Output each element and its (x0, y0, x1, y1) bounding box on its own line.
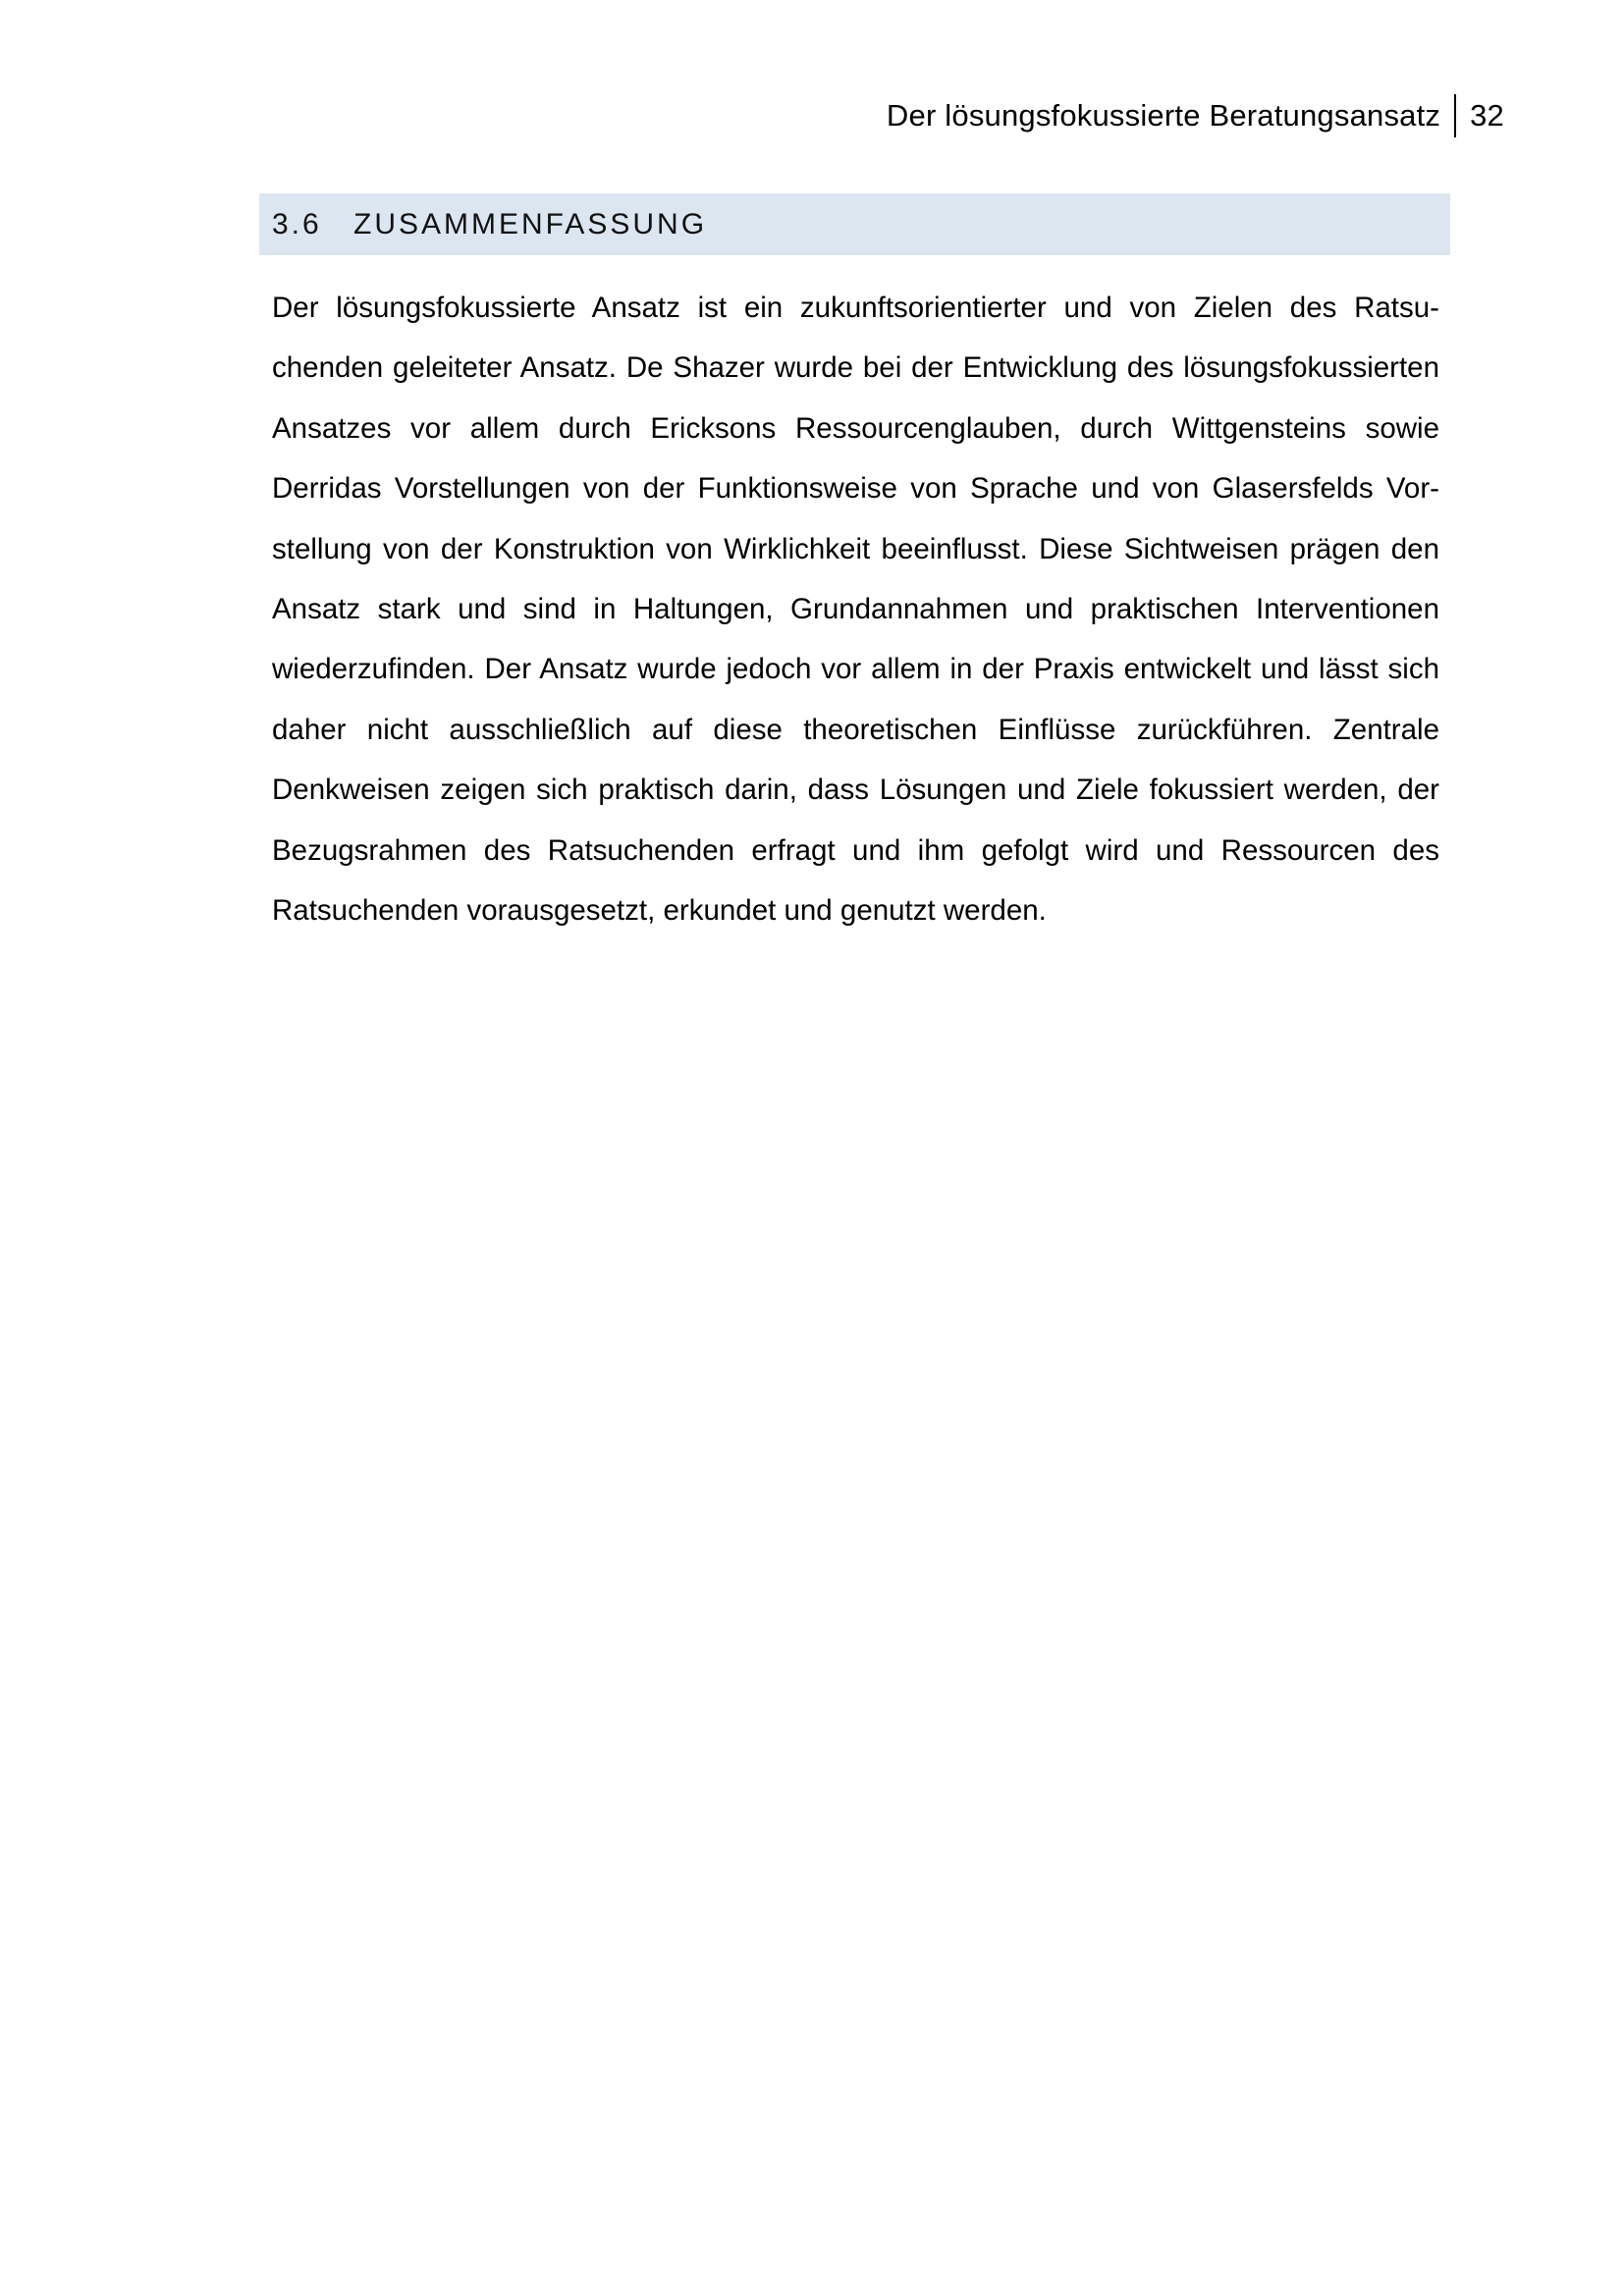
running-header (887, 94, 1504, 137)
page-number: 32 (1470, 98, 1504, 133)
section-heading (259, 193, 1450, 255)
body-paragraph: Der lösungsfokussierte Ansatz ist ein zukunftsorientierter und von Zielen des Ratsuchenden geleiteter Ansatz. De Shazer wurde bei der Entwicklung des lösungsfokussierten Ansatzes vor allem durch Ericksons Ressourcenglauben, durch Wittgensteins sowie Derridas Vorstellungen von der Funktionsweise von Sprache und von Glasersfelds Vorstellung von der Konstruktion von Wirklichkeit beeinflusst. Diese Sichtweisen prägen den Ansatz stark und sind in Haltungen, Grundannahmen und praktischen Interventionen wiederzufinden. Der Ansatz wurde jedoch vor allem in der Praxis entwickelt und lässt sich daher nicht ausschließlich auf diese theoretischen Einflüsse zurückführen. Zentrale Denkweisen zeigen sich praktisch darin, dass Lösungen und Ziele fokussiert werden, der Bezugsrahmen des Ratsuchenden erfragt und ihm gefolgt wird und Ressourcen des Ratsuchenden vorausgesetzt, erkundet und genutzt werden. (272, 292, 1439, 928)
section-title: ZUSAMMENFASSUNG (353, 207, 708, 240)
running-header-title: Der lösungsfokussierte Beratungsansatz (886, 98, 1441, 133)
section-number: 3.6 (272, 207, 322, 240)
